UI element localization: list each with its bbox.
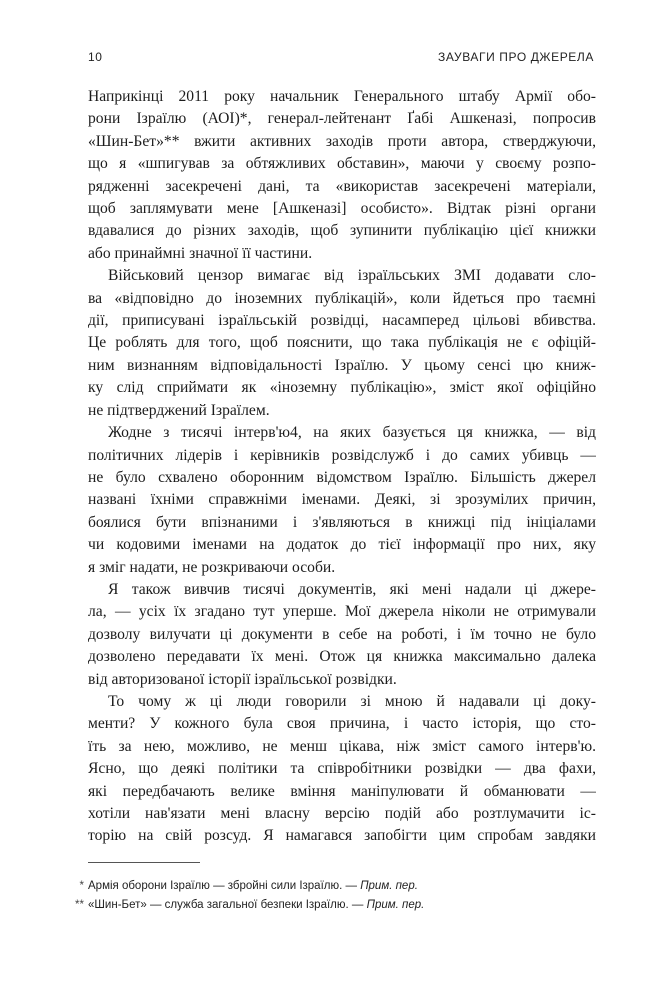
text-line: «Шин-Бет»** вжити активних заходів проти автора, стверджуючи, <box>88 132 596 150</box>
footnote-body: Армія оборони Ізраїлю — збройні сили Ізраїлю. — <box>88 880 361 892</box>
footnote <box>50 877 600 896</box>
text-line: дозволу вилучати ці документи в себе на роботі, і їм точно не було <box>88 625 596 643</box>
text-line: хотіли нав'язати мені власну версію подій або розтлумачити іс- <box>88 805 596 822</box>
text-line: Військовий цензор вимагає від ізраїльських ЗМІ додавати сло- <box>108 267 596 285</box>
text-line: ва «відповідно до іноземних публікацій», коли йдеться про таємні <box>88 289 596 307</box>
translator-note: Прим. пер. <box>366 899 425 911</box>
footnote-text <box>88 896 424 915</box>
text-line: Ясно, що деякі політики та співробітники розвідки — два фахи, <box>88 760 596 778</box>
text-line: я зміг надати, не розкриваючи особи. <box>88 558 336 576</box>
text-line: дозволено передавати їх мені. Отож ця книжка максимально далека <box>88 648 596 666</box>
text-line: торію на свій розсуд. Я намагався запобігти цим спробам завдяки <box>88 827 596 845</box>
section-title: ЗАУВАГИ ПРО ДЖЕРЕЛА <box>438 50 594 64</box>
page-number: 10 <box>88 50 103 64</box>
footnote <box>50 896 600 915</box>
text-line: Наприкінці 2011 року начальник Генерального штабу Армії обо- <box>88 88 596 105</box>
text-line: їть за нею, можливо, не менш цікава, ніж зміст самого інтерв'ю. <box>88 737 596 755</box>
text-line: щоб заплямувати мене [Ашкеназі] особисто». Відтак різні органи <box>88 200 596 218</box>
text-line: не підтверджений Ізраїлем. <box>88 401 270 419</box>
translator-note: Прим. пер. <box>360 880 418 892</box>
text-line: вдавалися до різних заходів, щоб зупинити публікацію цієї книжки <box>88 222 596 240</box>
text-line: Я також вивчив тисячі документів, які мені надали ці джере- <box>108 580 596 598</box>
text-line: Це роблять для того, щоб пояснити, що така публікація не є офіцій- <box>88 334 596 352</box>
text-line: рони Ізраїлю (АОІ)*, генерал-лейтенант Ґабі Ашкеназі, попросив <box>88 110 596 128</box>
text-line: що я «шпигував за обтяжливих обставин», маючи у своєму розпо- <box>88 155 596 173</box>
footnotes <box>50 877 600 915</box>
text-line: ла, — усіх їх згадано тут уперше. Мої джерела ніколи не отримували <box>88 603 596 621</box>
body-text <box>88 86 596 848</box>
text-line: не було схвалено оборонним відомством Ізраїлю. Більшість джерел <box>88 468 596 486</box>
text-line: рядженні засекречені дані, та «використав засекречені матеріали, <box>88 177 596 195</box>
text-line: дії, приписувані ізраїльській розвідці, насамперед цільові вбивства. <box>88 312 596 330</box>
text-line: То чому ж ці люди говорили зі мною й надавали ці доку- <box>108 692 596 710</box>
text-line: від авторизованої історії ізраїльської розвідки. <box>88 670 397 688</box>
text-line: боялися бути впізнаними і з'являються в книжці під ініціалами <box>88 513 596 531</box>
text-line: чи кодовими іменами на додаток до тієї інформації про них, яку <box>88 536 596 554</box>
text-line: названі їхніми справжніми іменами. Деякі, зі зрозумілих причин, <box>88 491 596 509</box>
text-line: ним визнанням відповідальності Ізраїлю. У цьому сенсі цю книж- <box>88 356 596 374</box>
text-line: Жодне з тисячі інтерв'ю4, на яких базується ця книжка, — від <box>108 424 596 442</box>
text-line: менти? У кожного була своя причина, і часто історія, що сто- <box>88 715 596 733</box>
footnote-mark: * <box>79 880 84 892</box>
text-line: ку слід сприймати як «іноземну публікацію», зміст якої офіційно <box>88 379 596 397</box>
footnote-body: «Шин-Бет» — служба загальної безпеки Ізраїлю. — <box>88 899 367 911</box>
footnote-mark: ** <box>75 899 84 911</box>
text-line: або принаймні значної її частини. <box>88 244 313 262</box>
footnote-divider <box>88 862 200 863</box>
text-line: які передбачають велике вміння маніпулювати й обманювати — <box>88 782 596 800</box>
running-head <box>88 50 594 70</box>
text-line: політичних лідерів і керівників розвідслужб і до самих убивць — <box>88 446 596 464</box>
footnote-text <box>88 877 418 896</box>
